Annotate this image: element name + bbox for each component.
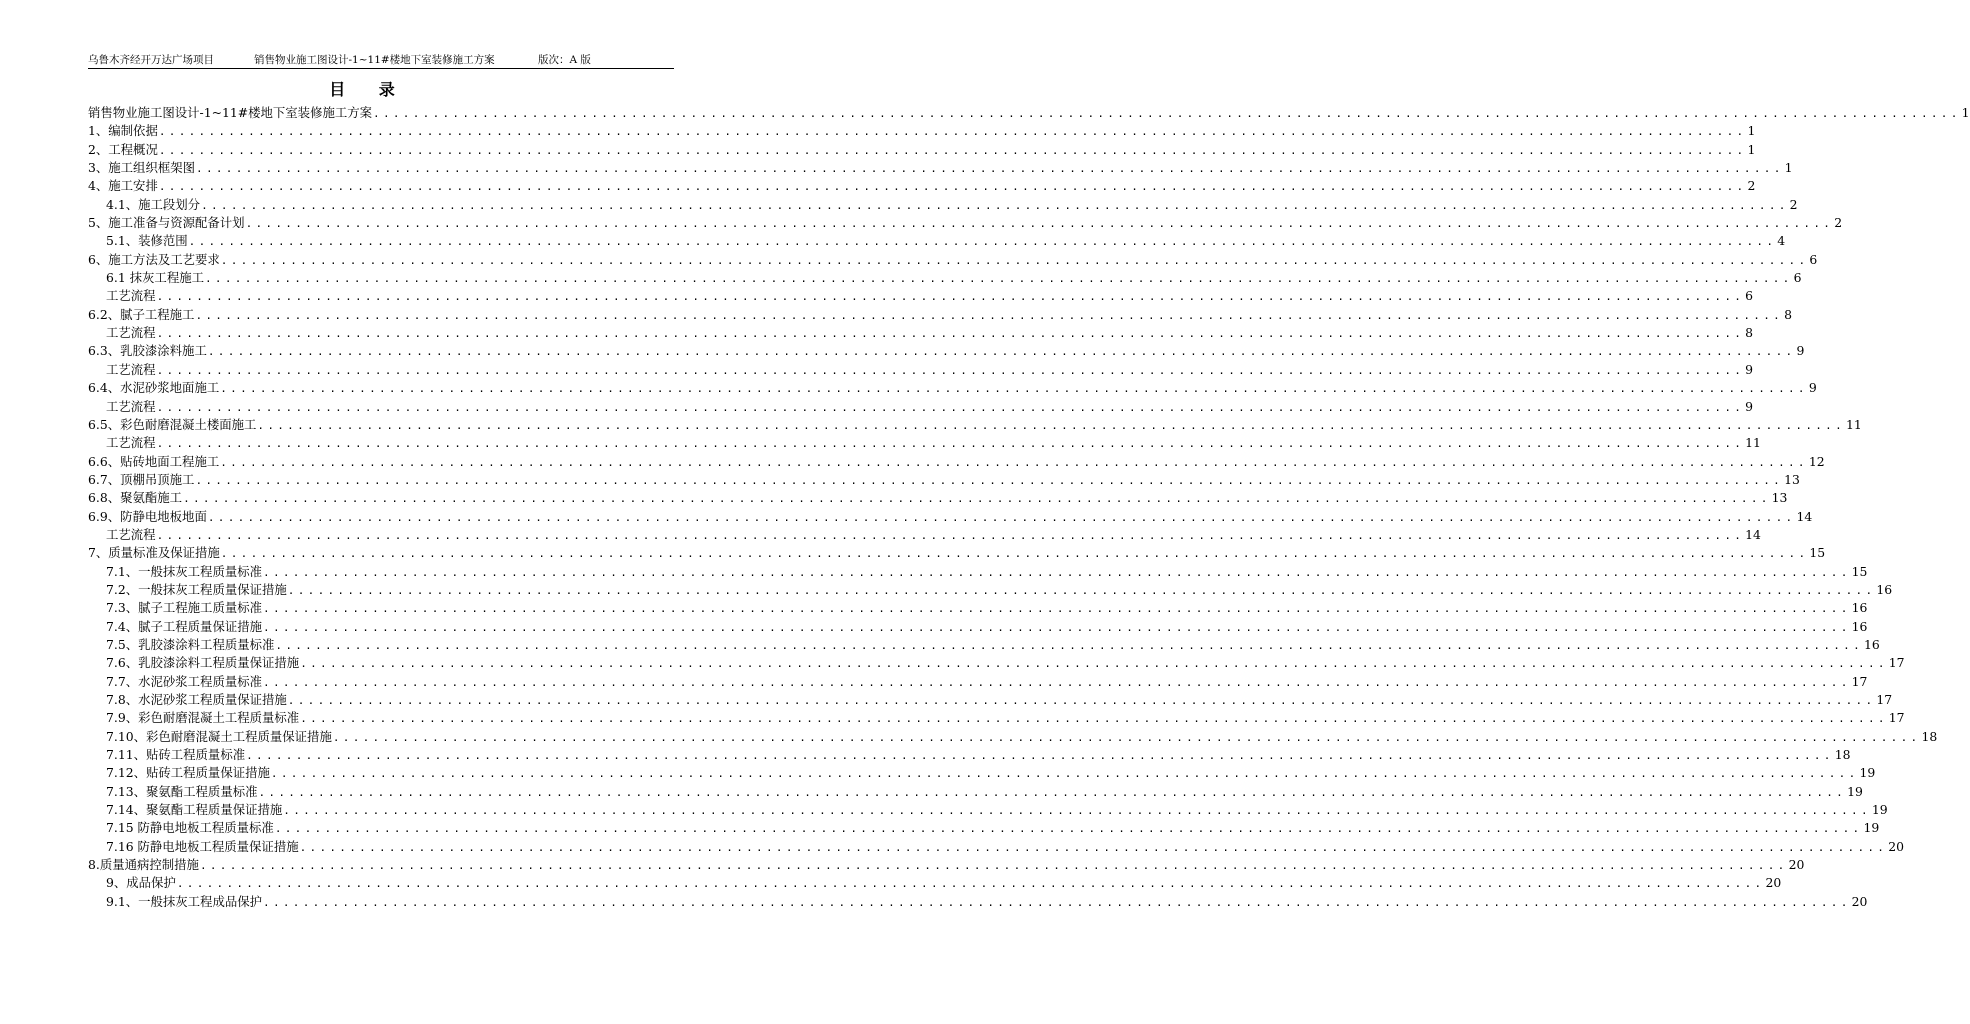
toc-entry-page-number: 9: [1796, 343, 1805, 359]
toc-entry-label: 6.6、贴砖地面工程施工: [88, 453, 220, 469]
toc-leader-dots: ................................................................................................................................................................: [332, 730, 1921, 744]
toc-entry-page-number: 1: [1961, 105, 1970, 120]
toc-leader-dots: ................................................................................................................................................................: [283, 804, 1871, 818]
toc-entry-page-number: 19: [1847, 783, 1863, 799]
toc-entry-label: 工艺流程: [106, 325, 156, 341]
toc-entry-page-number: 17: [1876, 692, 1893, 707]
toc-entry-label: 工艺流程: [106, 361, 156, 377]
toc-entry-label: 9.1、一般抹灰工程成品保护: [106, 893, 263, 909]
toc-leader-dots: ................................................................................................................................................................: [199, 859, 1788, 873]
toc-entry-label: 6.8、聚氨酯施工: [88, 490, 183, 506]
toc-entry-label: 销售物业施工图设计-1~11#楼地下室装修施工方案: [88, 105, 373, 120]
toc-entry-page-number: 19: [1871, 802, 1888, 818]
toc-entry[interactable]: [88, 177, 1756, 195]
toc-entry[interactable]: [88, 654, 1905, 672]
page-header: [88, 48, 674, 69]
toc-entry-label: 6.9、防静电地板地面: [88, 508, 207, 524]
toc-entry-page-number: 6: [1809, 251, 1818, 267]
toc-leader-dots: ................................................................................................................................................................: [195, 308, 1784, 322]
toc-leader-dots: ................................................................................................................................................................: [205, 272, 1793, 286]
toc-entry-label: 工艺流程: [106, 526, 156, 542]
toc-entry-label: 7.15 防静电地板工程质量标准: [106, 820, 274, 836]
header-revision: 版次：A 版: [538, 54, 591, 66]
toc-entry[interactable]: [88, 801, 1888, 819]
toc-entry[interactable]: [88, 251, 1818, 269]
toc-leader-dots: ................................................................................................................................................................: [156, 290, 1745, 304]
toc-entry[interactable]: [88, 398, 1754, 416]
toc-entry-page-number: 12: [1808, 453, 1825, 469]
toc-leader-dots: ................................................................................................................................................................: [156, 363, 1745, 377]
toc-entry-label: 6.7、顶棚吊顶施工: [88, 471, 195, 487]
toc-entry-page-number: 18: [1834, 747, 1851, 763]
toc-leader-dots: ................................................................................................................................................................: [220, 382, 1808, 396]
toc-leader-dots: ................................................................................................................................................................: [287, 694, 1876, 707]
toc-entry[interactable]: [88, 104, 1970, 122]
toc-entry-label: 7.11、贴砖工程质量标准: [106, 747, 246, 763]
toc-entry[interactable]: [88, 783, 1863, 801]
toc-leader-dots: ................................................................................................................................................................: [207, 510, 1796, 524]
toc-entry-page-number: 4: [1777, 233, 1786, 249]
toc-leader-dots: ................................................................................................................................................................: [373, 107, 1961, 120]
toc-leader-dots: ................................................................................................................................................................: [195, 473, 1784, 487]
header-document-title: 销售物业施工图设计-1~11#楼地下室装修施工方案: [254, 54, 495, 66]
toc-leader-dots: ................................................................................................................................................................: [287, 583, 1876, 597]
toc-entry[interactable]: [88, 232, 1786, 250]
toc-entry-label: 工艺流程: [106, 435, 156, 451]
toc-entry-label: 7.7、水泥砂浆工程质量标准: [106, 673, 263, 689]
toc-entry[interactable]: [88, 434, 1761, 452]
toc-entry-label: 6.1 抹灰工程施工: [106, 270, 204, 286]
toc-entry[interactable]: [88, 544, 1826, 562]
toc-leader-dots: ................................................................................................................................................................: [263, 602, 1851, 616]
toc-entry-label: 1、编制依据: [88, 123, 158, 139]
toc-entry-label: 7.6、乳胶漆涂料工程质量保证措施: [106, 655, 300, 671]
toc-entry[interactable]: [88, 838, 1904, 856]
toc-entry-page-number: 2: [1834, 215, 1843, 231]
toc-entry-label: 4.1、施工段划分: [106, 196, 201, 212]
toc-entry-page-number: 1: [1747, 141, 1756, 157]
toc-entry-page-number: 14: [1796, 508, 1813, 524]
toc-entry-page-number: 9: [1745, 398, 1754, 414]
toc-entry-label: 工艺流程: [106, 398, 156, 414]
toc-entry-label: 7.5、乳胶漆涂料工程质量标准: [106, 636, 275, 652]
toc-entry[interactable]: [88, 819, 1880, 837]
toc-leader-dots: ................................................................................................................................................................: [156, 400, 1745, 414]
toc-leader-dots: ................................................................................................................................................................: [188, 235, 1777, 249]
toc-entry-page-number: 17: [1851, 673, 1868, 689]
toc-leader-dots: ................................................................................................................................................................: [263, 675, 1851, 689]
toc-entry-label: 7、质量标准及保证措施: [88, 545, 220, 561]
toc-entry-page-number: 13: [1771, 490, 1788, 506]
toc-entry[interactable]: [88, 342, 1805, 360]
toc-entry[interactable]: [88, 746, 1851, 764]
toc-entry[interactable]: [88, 874, 1782, 892]
toc-entry[interactable]: [88, 141, 1756, 159]
toc-entry-page-number: 15: [1851, 563, 1868, 579]
toc-entry-page-number: 16: [1851, 618, 1868, 634]
toc-leader-dots: ................................................................................................................................................................: [196, 162, 1784, 176]
toc-leader-dots: ................................................................................................................................................................: [299, 840, 1888, 854]
toc-entry-page-number: 16: [1864, 636, 1880, 652]
toc-entry-label: 7.10、彩色耐磨混凝土工程质量保证措施: [106, 728, 332, 744]
toc-leader-dots: ................................................................................................................................................................: [300, 712, 1888, 726]
toc-entry-page-number: 16: [1876, 581, 1893, 597]
toc-entry-page-number: 8: [1745, 325, 1754, 341]
toc-entry[interactable]: [88, 581, 1893, 599]
toc-entry[interactable]: [88, 122, 1756, 140]
toc-leader-dots: ................................................................................................................................................................: [263, 895, 1851, 909]
toc-leader-dots: ................................................................................................................................................................: [246, 749, 1834, 763]
toc-leader-dots: ................................................................................................................................................................: [156, 327, 1745, 341]
toc-entry-label: 3、施工组织框架图: [88, 160, 196, 176]
toc-entry-page-number: 6: [1793, 270, 1802, 286]
toc-leader-dots: ................................................................................................................................................................: [176, 877, 1765, 891]
toc-entry-label: 4、施工安排: [88, 178, 158, 194]
toc-entry[interactable]: [88, 306, 1792, 324]
toc-entry[interactable]: [88, 379, 1817, 397]
toc-entry-page-number: 15: [1809, 545, 1826, 561]
toc-leader-dots: ................................................................................................................................................................: [220, 547, 1809, 561]
toc-entry-page-number: 14: [1745, 526, 1761, 542]
toc-entry-label: 工艺流程: [106, 288, 156, 304]
toc-entry-page-number: 11: [1846, 416, 1862, 432]
table-of-contents: [88, 104, 1970, 911]
toc-leader-dots: ................................................................................................................................................................: [274, 822, 1863, 836]
toc-leader-dots: ................................................................................................................................................................: [183, 492, 1771, 506]
toc-entry-label: 7.8、水泥砂浆工程质量保证措施: [106, 692, 287, 707]
toc-entry-page-number: 19: [1859, 765, 1876, 781]
toc-entry-label: 6、施工方法及工艺要求: [88, 251, 220, 267]
toc-leader-dots: ................................................................................................................................................................: [300, 657, 1888, 671]
toc-entry[interactable]: [88, 471, 1800, 489]
toc-entry-label: 7.1、一般抹灰工程质量标准: [106, 563, 263, 579]
toc-entry-page-number: 17: [1888, 710, 1905, 726]
toc-entry[interactable]: [88, 269, 1802, 287]
toc-entry-page-number: 2: [1747, 178, 1756, 194]
toc-entry-label: 7.14、聚氨酯工程质量保证措施: [106, 802, 283, 818]
toc-entry-label: 5.1、装修范围: [106, 233, 188, 249]
toc-leader-dots: ................................................................................................................................................................: [156, 528, 1745, 542]
toc-entry[interactable]: [88, 324, 1754, 342]
toc-leader-dots: ................................................................................................................................................................: [158, 143, 1747, 157]
toc-entry-label: 7.13、聚氨酯工程质量标准: [106, 783, 258, 799]
toc-entry[interactable]: [88, 526, 1761, 544]
toc-entry[interactable]: [88, 764, 1876, 782]
toc-entry[interactable]: [88, 599, 1868, 617]
toc-entry[interactable]: [88, 508, 1813, 526]
toc-entry-page-number: 1: [1747, 123, 1756, 139]
toc-entry-label: 7.9、彩色耐磨混凝土工程质量标准: [106, 710, 300, 726]
toc-leader-dots: ................................................................................................................................................................: [201, 198, 1789, 212]
toc-entry-page-number: 9: [1808, 380, 1817, 396]
toc-entry-page-number: 8: [1784, 306, 1792, 322]
toc-entry-label: 7.16 防静电地板工程质量保证措施: [106, 838, 299, 854]
toc-entry-label: 2、工程概况: [88, 141, 158, 157]
toc-entry[interactable]: [88, 636, 1880, 654]
toc-leader-dots: ................................................................................................................................................................: [263, 620, 1851, 634]
toc-entry-label: 7.12、贴砖工程质量保证措施: [106, 765, 270, 781]
toc-entry[interactable]: [88, 618, 1868, 636]
toc-leader-dots: ................................................................................................................................................................: [275, 638, 1864, 652]
toc-leader-dots: ................................................................................................................................................................: [245, 217, 1834, 231]
toc-entry[interactable]: [88, 214, 1843, 232]
toc-entry[interactable]: [88, 416, 1862, 434]
toc-entry-label: 9、成品保护: [106, 875, 176, 891]
toc-entry[interactable]: [88, 453, 1825, 471]
toc-entry-page-number: 1: [1784, 160, 1793, 176]
toc-entry[interactable]: [88, 709, 1905, 727]
toc-title: 目 录: [329, 80, 409, 99]
toc-entry-page-number: 20: [1851, 893, 1868, 909]
toc-entry[interactable]: [88, 691, 1893, 709]
toc-entry-label: 7.4、腻子工程质量保证措施: [106, 618, 263, 634]
toc-leader-dots: ................................................................................................................................................................: [207, 345, 1796, 359]
toc-entry-page-number: 20: [1888, 838, 1904, 854]
toc-entry[interactable]: [88, 361, 1754, 379]
toc-entry-label: 6.4、水泥砂浆地面施工: [88, 380, 220, 396]
toc-leader-dots: ................................................................................................................................................................: [258, 785, 1847, 799]
toc-entry-page-number: 9: [1745, 361, 1754, 377]
toc-entry-label: 7.2、一般抹灰工程质量保证措施: [106, 581, 287, 597]
toc-entry-label: 6.3、乳胶漆涂料施工: [88, 343, 207, 359]
toc-entry[interactable]: [88, 489, 1788, 507]
toc-entry-page-number: 20: [1765, 875, 1782, 891]
toc-leader-dots: ................................................................................................................................................................: [220, 253, 1809, 267]
toc-entry[interactable]: [88, 893, 1868, 911]
toc-leader-dots: ................................................................................................................................................................: [158, 180, 1747, 194]
toc-entry[interactable]: [88, 856, 1805, 874]
toc-entry-label: 7.3、腻子工程施工质量标准: [106, 600, 263, 616]
toc-entry[interactable]: [88, 287, 1754, 305]
toc-entry-page-number: 2: [1789, 196, 1798, 212]
toc-entry[interactable]: [88, 728, 1938, 746]
toc-leader-dots: ................................................................................................................................................................: [156, 437, 1745, 451]
toc-entry-page-number: 6: [1745, 288, 1754, 304]
toc-entry-page-number: 20: [1788, 857, 1805, 873]
toc-leader-dots: ................................................................................................................................................................: [220, 455, 1808, 469]
toc-leader-dots: ................................................................................................................................................................: [263, 565, 1851, 579]
toc-entry[interactable]: [88, 563, 1868, 581]
toc-entry-label: 6.2、腻子工程施工: [88, 306, 195, 322]
toc-entry-label: 6.5、彩色耐磨混凝土楼面施工: [88, 416, 257, 432]
header-project-name: 乌鲁木齐经开万达广场项目: [88, 54, 214, 66]
toc-entry-page-number: 13: [1784, 471, 1800, 487]
toc-entry-page-number: 19: [1863, 820, 1880, 836]
toc-entry[interactable]: [88, 159, 1793, 177]
toc-leader-dots: ................................................................................................................................................................: [270, 767, 1859, 781]
toc-entry-label: 8.质量通病控制措施: [88, 857, 199, 873]
toc-entry-page-number: 16: [1851, 600, 1868, 616]
toc-entry-page-number: 18: [1921, 728, 1938, 744]
toc-entry[interactable]: [88, 196, 1798, 214]
toc-entry[interactable]: [88, 673, 1868, 691]
toc-entry-page-number: 17: [1888, 655, 1905, 671]
toc-leader-dots: ................................................................................................................................................................: [158, 125, 1747, 139]
toc-leader-dots: ................................................................................................................................................................: [257, 418, 1846, 432]
toc-entry-page-number: 11: [1745, 435, 1761, 451]
toc-entry-label: 5、施工准备与资源配备计划: [88, 215, 245, 231]
